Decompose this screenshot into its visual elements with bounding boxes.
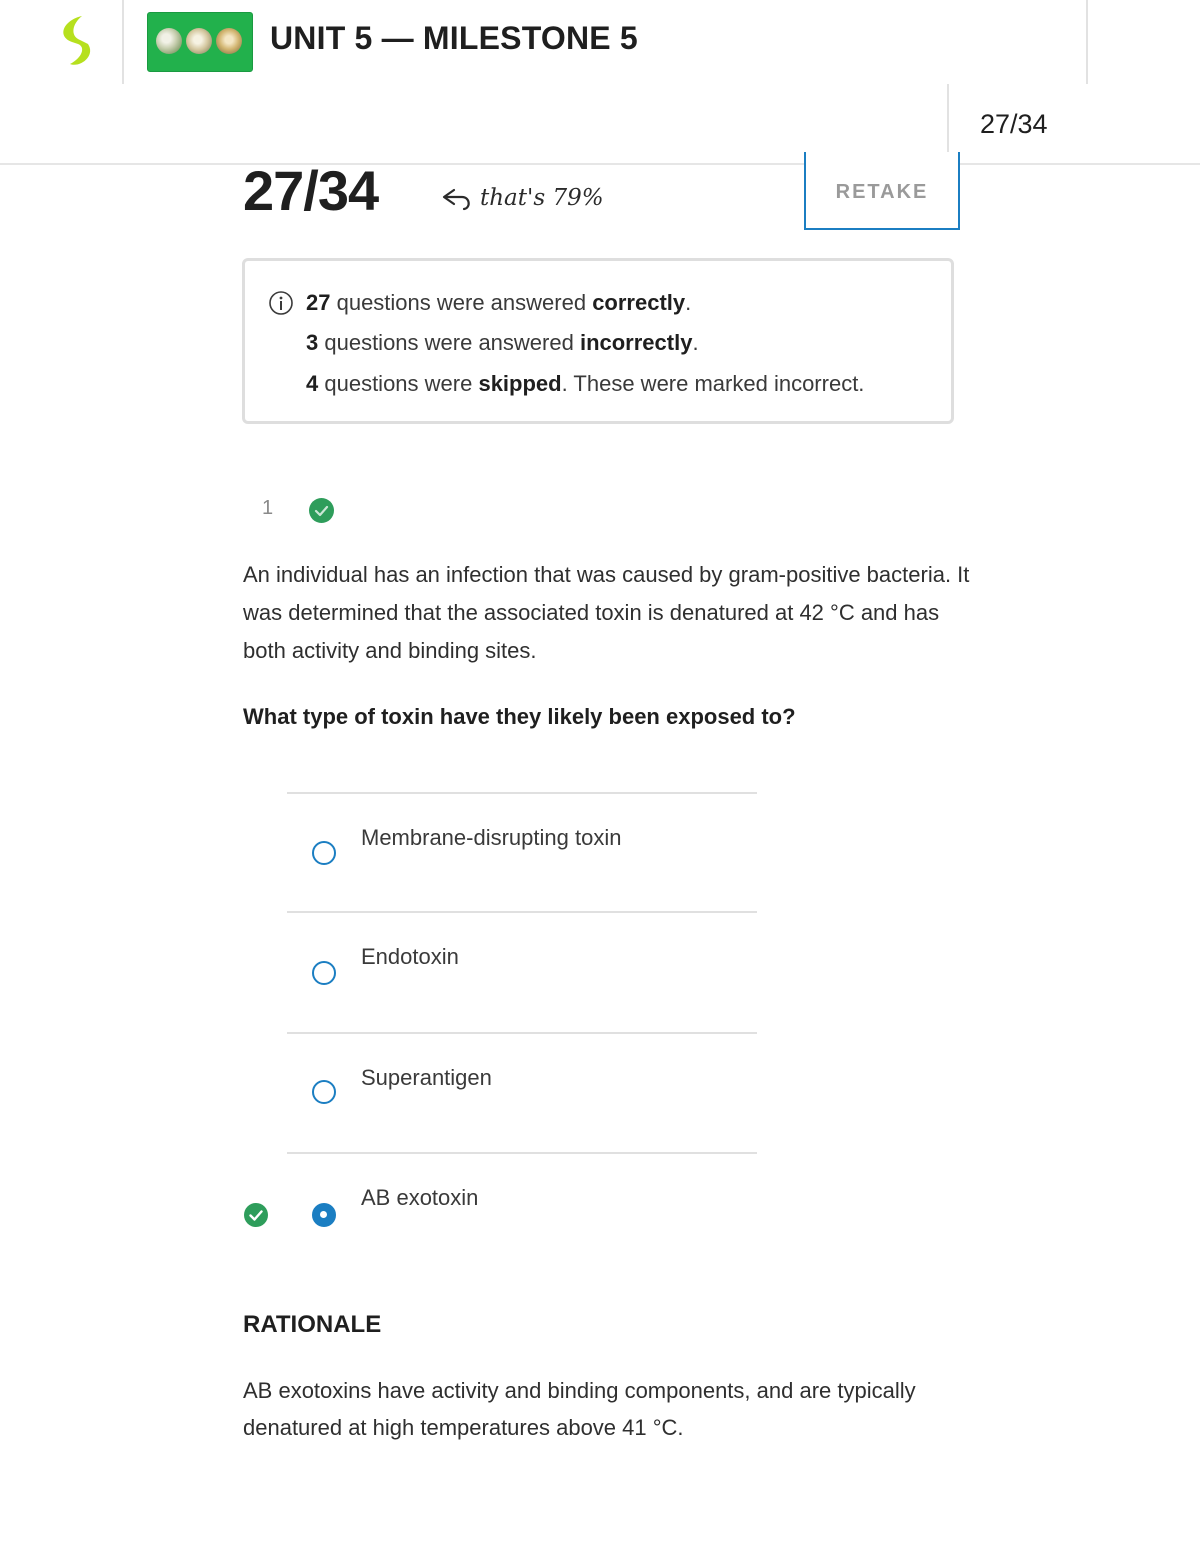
- badge-coin-icon: [216, 28, 242, 54]
- option-divider: [287, 911, 757, 913]
- summary-incorrect: 3 questions were answered incorrectly.: [306, 330, 699, 355]
- option-radio-selected[interactable]: [312, 1203, 336, 1227]
- summary-skipped: 4 questions were skipped. These were marked incorrect.: [306, 371, 865, 396]
- option-label[interactable]: Membrane-disrupting toxin: [361, 825, 622, 850]
- option-radio[interactable]: [312, 841, 336, 865]
- score-value: 27/34: [243, 159, 379, 222]
- header-divider: [122, 0, 124, 84]
- curved-arrow-icon: [440, 184, 474, 212]
- question-number: 1: [262, 497, 274, 519]
- question-text: An individual has an infection that was caused by gram-positive bacteria. It was determined that the associated toxin is denatured at 42 °C and has both activity and binding sites.: [243, 562, 970, 663]
- option-radio[interactable]: [312, 961, 336, 985]
- header-bottom-rule: [0, 163, 1200, 165]
- page-title: UNIT 5 — MILESTONE 5: [270, 20, 638, 56]
- option-radio[interactable]: [312, 1080, 336, 1104]
- milestone-badge: [147, 12, 253, 72]
- option-divider: [287, 1152, 757, 1154]
- option-label[interactable]: Endotoxin: [361, 944, 459, 969]
- check-circle-icon: [308, 497, 335, 524]
- rationale-title: RATIONALE: [243, 1311, 382, 1338]
- retake-button[interactable]: RETAKE: [804, 152, 960, 230]
- option-divider: [287, 1032, 757, 1034]
- option-divider: [287, 792, 757, 794]
- score-percent-note: that's 79%: [480, 185, 604, 211]
- option-label[interactable]: AB exotoxin: [361, 1185, 479, 1210]
- badge-coin-icon: [186, 28, 212, 54]
- summary-correct: 27 questions were answered correctly.: [306, 290, 692, 315]
- rationale-text: AB exotoxins have activity and binding components, and are typically denatured at high temperatures above 41 °C.: [243, 1378, 916, 1440]
- sophia-logo-icon[interactable]: [52, 14, 100, 70]
- progress-counter: 27/34: [980, 109, 1048, 139]
- correct-answer-check-icon: [243, 1202, 269, 1228]
- option-label[interactable]: Superantigen: [361, 1065, 492, 1090]
- info-icon: [268, 290, 294, 316]
- question-prompt: What type of toxin have they likely been exposed to?: [243, 704, 796, 729]
- header-divider: [1086, 0, 1088, 84]
- badge-coin-icon: [156, 28, 182, 54]
